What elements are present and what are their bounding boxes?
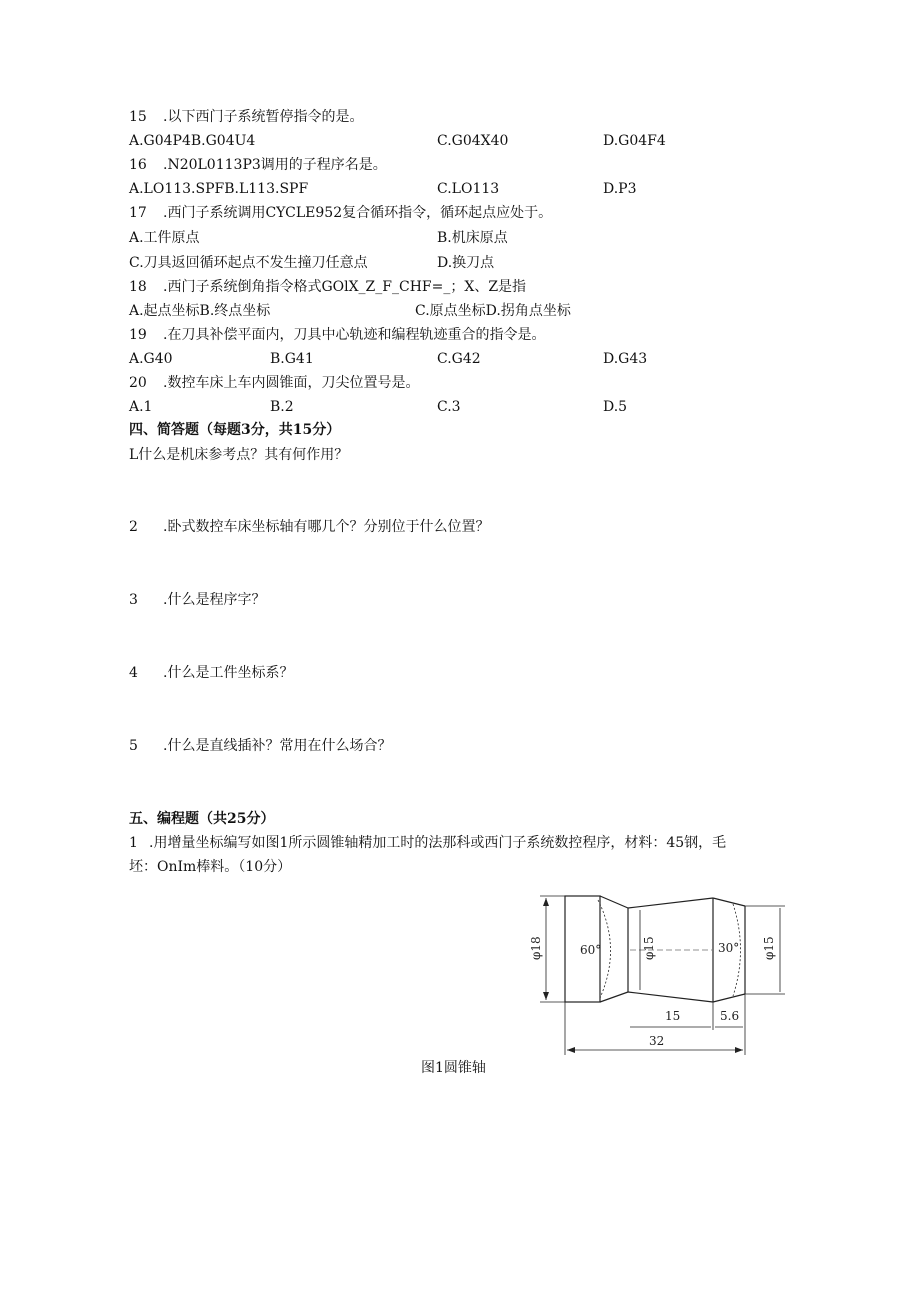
question-18	[129, 278, 526, 296]
option-a: A.G40	[129, 351, 173, 367]
option-c: C.G04X40	[437, 133, 509, 149]
option-a: A.起点坐标B.终点坐标	[129, 303, 271, 319]
question-19	[129, 326, 545, 344]
shaft-right-top	[713, 898, 745, 906]
question-text: .以下西门子系统暂停指令的是。	[163, 109, 364, 125]
shaft-cone-top	[628, 898, 713, 908]
question-number: 3	[129, 592, 138, 608]
question-number: 1	[129, 835, 138, 851]
programming-question-1-line2: 坯：OnIm棒料。（10分）	[129, 859, 292, 875]
option-b: B.2	[270, 399, 294, 415]
question-number: 18	[129, 279, 147, 295]
question-text: .西门子系统倒角指令格式GOlX_Z_F_CHF=_；X、Z是指	[163, 279, 527, 295]
label-angle-30: 30°	[718, 941, 740, 955]
question-text: .用增量坐标编写如图1所示圆锥轴精加工时的法那科或西门子系统数控程序，材料：45钢，毛	[149, 835, 727, 851]
programming-question-1	[129, 834, 726, 852]
angle-arc-60	[598, 900, 611, 998]
option-c: C.3	[437, 399, 461, 415]
question-text: .数控车床上车内圆锥面，刀尖位置号是。	[163, 375, 420, 391]
option-c: C.LO113	[437, 181, 500, 197]
question-17	[129, 204, 552, 222]
label-length-5-6: 5.6	[720, 1009, 740, 1023]
shaft-neck-bottom	[600, 992, 628, 1002]
question-20	[129, 374, 419, 392]
question-text: .什么是直线插补？常用在什么场合？	[163, 738, 392, 754]
option-d: D.换刀点	[437, 255, 495, 271]
label-length-32: 32	[649, 1034, 665, 1048]
question-number: 16	[129, 157, 147, 173]
angle-arc-30	[733, 904, 741, 996]
label-length-15: 15	[665, 1009, 681, 1023]
section-5-title: 五、编程题（共25分）	[129, 811, 275, 827]
shaft-left-cylinder	[565, 896, 600, 1002]
label-d15-a: φ15	[642, 936, 656, 960]
option-a: A.工件原点	[129, 230, 200, 246]
short-answer-3	[129, 591, 265, 609]
option-d: D.G04F4	[603, 133, 666, 149]
option-b: B.G41	[270, 351, 314, 367]
short-answer-5	[129, 737, 391, 755]
question-number: 2	[129, 519, 138, 535]
option-b: B.机床原点	[437, 230, 508, 246]
short-answer-1	[129, 446, 348, 464]
shaft-neck-top	[600, 896, 628, 908]
question-number: 19	[129, 327, 147, 343]
question-text: .什么是工件坐标系？	[163, 665, 294, 681]
option-a: A.G04P4B.G04U4	[129, 133, 256, 149]
question-text: .N20L0113P3调用的子程序名是。	[163, 157, 387, 173]
shaft-right-bottom	[713, 994, 745, 1002]
label-d15-b: φ15	[762, 936, 776, 960]
option-d: D.G43	[603, 351, 648, 367]
shaft-cone-bottom	[628, 992, 713, 1002]
question-number: 17	[129, 205, 147, 221]
question-number: 15	[129, 109, 147, 125]
short-answer-4	[129, 664, 293, 682]
question-text: .什么是程序字？	[163, 592, 266, 608]
question-text: .在刀具补偿平面内，刀具中心轨迹和编程轨迹重合的指令是。	[163, 327, 546, 343]
option-a: A.LO113.SPFB.L113.SPF	[129, 181, 309, 197]
question-text: .卧式数控车床坐标轴有哪几个？分别位于什么位置？	[163, 519, 490, 535]
arrow-icon	[735, 1047, 743, 1053]
question-number: 20	[129, 375, 147, 391]
option-d: D.5	[603, 399, 628, 415]
option-a: A.1	[129, 399, 153, 415]
arrow-icon	[567, 1047, 575, 1053]
option-c: C.原点坐标D.拐角点坐标	[415, 303, 571, 319]
question-15	[129, 108, 363, 126]
option-c: C.刀具返回循环起点不发生撞刀任意点	[129, 255, 368, 271]
label-d18: φ18	[529, 936, 543, 960]
question-text: L什么是机床参考点？其有何作用？	[129, 447, 349, 463]
question-text: .西门子系统调用CYCLE952复合循环指令，循环起点应处于。	[163, 205, 553, 221]
option-d: D.P3	[603, 181, 637, 197]
question-16	[129, 156, 387, 174]
figure-caption: 图1圆锥轴	[421, 1060, 486, 1076]
arrow-icon	[543, 898, 549, 906]
label-angle-60: 60°	[580, 943, 602, 957]
question-number: 4	[129, 665, 138, 681]
section-4-title: 四、简答题（每题3分，共15分）	[129, 422, 341, 438]
arrow-icon	[543, 992, 549, 1000]
option-c: C.G42	[437, 351, 481, 367]
question-number: 5	[129, 738, 138, 754]
short-answer-2	[129, 518, 489, 536]
